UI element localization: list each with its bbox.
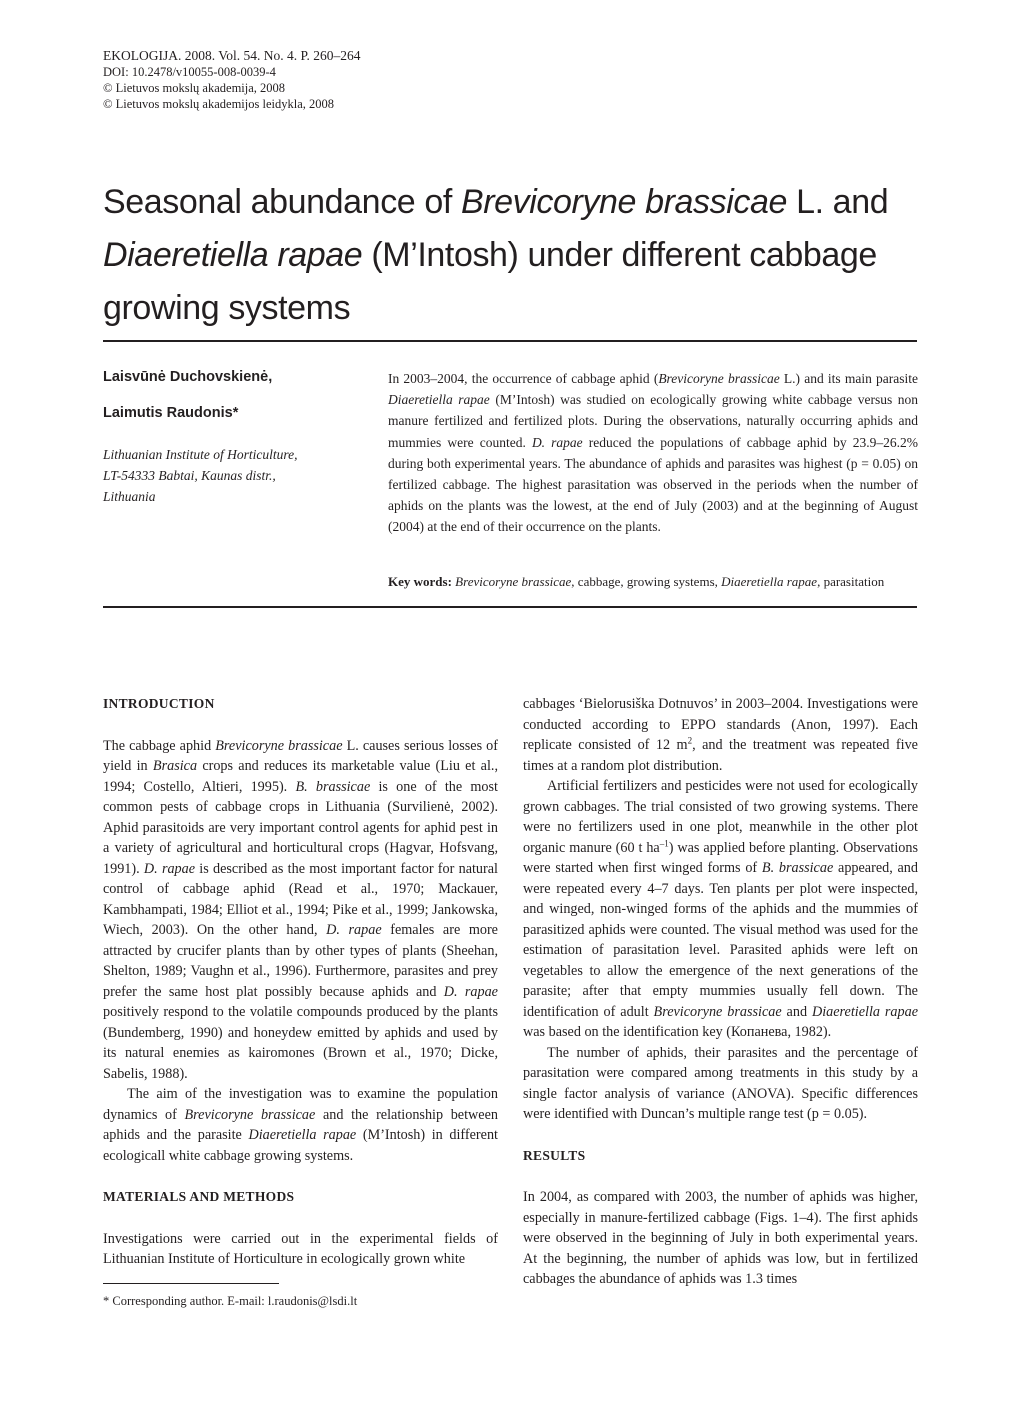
- right-column: [523, 694, 918, 1290]
- affiliation-line: Lithuanian Institute of Horticulture,: [103, 447, 298, 462]
- title-text: L. and: [787, 183, 889, 221]
- affiliation-line: Lithuania: [103, 489, 156, 504]
- body-text: The number of aphids, their parasites and the percentage of parasitation were compared among treatments in this study by a single factor analysis of variance (ANOVA). Specific differences were identified with Duncan’s multiple range test (p = 0.05).: [523, 1044, 918, 1122]
- author-name: Laisvūnė Duchovskienė,: [103, 369, 273, 385]
- abstract-text: L.) and its main parasite: [779, 371, 918, 386]
- body-text: In 2004, as compared with 2003, the number of aphids was higher, especially in manure-fertilized cabbage (Figs. 1–4). The first aphids were observed in the beginning of July in both experimental years. At the beginning, the number of aphids was low, but in fertilized cabbages the abundance of aphids was 1.3 times: [523, 1189, 918, 1287]
- species-name: Diaeretiella rapae: [248, 1127, 357, 1143]
- abstract-text: (M’Intosh) was studied on ecologically growing white cabbage versus non manure fertilized and fertilized plots. During the observations, naturally occurring aphids and mummies were counted.: [388, 392, 919, 450]
- section-heading-results: RESULTS: [523, 1147, 586, 1163]
- copyright-line: © Lietuvos mokslų akademijos leidykla, 2008: [103, 97, 334, 111]
- body-text: positively respond to the volatile compounds produced by the plants (Bundemberg, 1990) and honeydew emitted by aphids and used by its natural enemies as kairomones (Brown et al., 1970; Dicke, Sabelis, 1988).: [103, 1004, 498, 1082]
- body-text: is described as the most important factor for natural control of cabbage aphid (Read et al., 1970; Mackauer, Kambhampati, 1984; Elliot et al., 1994; Pike et al., 1999; Jankowska, Wiech, 2003). On the other hand,: [103, 860, 498, 938]
- species-name: B. brassicae: [295, 778, 371, 795]
- keyword: , parasitation: [817, 574, 885, 589]
- methods-paragraph: [523, 1043, 918, 1125]
- left-column: [103, 694, 498, 1270]
- superscript: –1: [659, 837, 669, 848]
- body-text: and: [781, 1003, 812, 1020]
- keywords: [388, 573, 918, 591]
- methods-paragraph: Investigations were carried out in the experimental fields of Lithuanian Institute of Horticulture in ecologically grown white: [103, 1230, 498, 1267]
- journal-header: [103, 48, 603, 112]
- body-text: crops and reduces its marketable value (Liu et al., 1994; Costello, Altieri, 1995).: [103, 758, 499, 795]
- copyright-line: © Lietuvos mokslų akademija, 2008: [103, 81, 286, 95]
- footnote-rule: [103, 1283, 279, 1284]
- abstract-text: reduced the populations of cabbage aphid by 23.9–26.2% during both experimental years. The abundance of aphids and parasites was highest (p = 0.05) on fertilized cabbage. The highest parasitation was observed in the periods when the number of aphids on the plants was the lowest, at the end of July (2003) and at the beginning of August (2004) at the end of their occurrence on the plants.: [388, 434, 918, 535]
- body-text: appeared, and were repeated every 4–7 days. Ten plants per plot were inspected, and winged, non-winged forms of the aphids and the mummies of parasitized aphids were counted. The visual method was used for the estimation of parasitation level. Parasited aphids were left on vegetables to allow the emergence of the next generations of the parasite; after that empty mummies usually fell down. The identification of adult: [523, 860, 918, 1020]
- section-heading-introduction: INTRODUCTION: [103, 696, 215, 711]
- title-species: Brevicoryne brassicae: [460, 183, 788, 221]
- superscript: 2: [687, 735, 693, 746]
- species-name: D. rapae: [143, 860, 196, 877]
- keyword: , cabbage, growing systems,: [571, 574, 722, 589]
- results-paragraph: [523, 1187, 918, 1290]
- affiliation: [103, 444, 353, 507]
- title-species: Diaeretiella rapae: [103, 236, 363, 274]
- abstract-text: In 2003–2004, the occurrence of cabbage aphid (: [388, 371, 659, 386]
- section-heading-methods: MATERIALS AND METHODS: [103, 1189, 295, 1204]
- keyword: Diaeretiella rapae: [721, 574, 818, 589]
- body-text: L. causes serious losses of yield in: [103, 737, 498, 774]
- species-name: Diaeretiella rapae: [811, 1003, 918, 1020]
- body-text: (M’Intosh) in different ecologicall white cabbage growing systems.: [103, 1127, 498, 1164]
- divider: [103, 340, 917, 342]
- title-text: (M’Intosh) under different cabbage growing systems: [103, 236, 877, 327]
- body-text: Artificial fertilizers and pesticides were not used for ecologically grown cabbages. The trial consisted of two growing systems. There were no fertilizers used in one plot, meanwhile in the other plot organic manure (60 t ha: [523, 778, 918, 856]
- species-name: Brasica: [152, 758, 198, 774]
- affiliation-line: LT-54333 Babtai, Kaunas distr.,: [103, 468, 276, 483]
- intro-paragraph: [103, 736, 498, 1085]
- abstract-species: D. rapae: [531, 434, 583, 450]
- species-name: Brevicoryne brassicae: [653, 1003, 782, 1020]
- article-title: [103, 176, 923, 335]
- abstract: [388, 368, 918, 538]
- body-text: cabbages ‘Bielorusiška Dotnuvos’ in 2003–2004. Investigations were conducted according to EPPO standards (Anon, 1997). Each replicate consisted of 12 m: [523, 696, 918, 753]
- body-text: ) was applied before planting. Observations were started when first winged forms of: [523, 839, 918, 876]
- keyword: Brevicoryne brassicae: [455, 574, 572, 589]
- intro-paragraph: [103, 1084, 498, 1166]
- body-text: and the relationship between aphids and the parasite: [103, 1106, 498, 1143]
- body-text: The cabbage aphid: [103, 737, 216, 754]
- divider: [103, 606, 917, 608]
- body-text: The aim of the investigation was to examine the population dynamics of: [103, 1086, 498, 1123]
- journal-citation: EKOLOGIJA. 2008. Vol. 54. No. 4. P. 260–264: [103, 48, 361, 63]
- species-name: B. brassicae: [761, 860, 834, 876]
- title-text: Seasonal abundance of: [103, 183, 461, 221]
- methods-paragraph: [523, 694, 918, 776]
- body-text: is one of the most common pests of cabbage crops in Lithuania (Survilienė, 2002). Aphid parasitoids are very important control agents for aphid pest in a variety of agricultural and horticultural crops (Hagvar, Hofsvang, 1991).: [103, 778, 498, 877]
- doi: DOI: 10.2478/v10055-008-0039-4: [103, 65, 276, 79]
- abstract-species: Brevicoryne brassicae: [658, 371, 780, 386]
- species-name: D. rapae: [443, 983, 498, 1000]
- body-text: , and the treatment was repeated five times at a random plot distribution.: [523, 737, 918, 774]
- footnote: * Corresponding author. E-mail: l.raudonis@lsdi.lt: [103, 1294, 358, 1308]
- keywords-label: Key words:: [388, 574, 456, 589]
- authors-block: [103, 368, 353, 507]
- abstract-species: Diaeretiella rapae: [388, 392, 490, 408]
- species-name: D. rapae: [326, 922, 382, 938]
- methods-paragraph: [523, 776, 918, 1043]
- species-name: Brevicoryne brassicae: [215, 737, 343, 754]
- author-name: Laimutis Raudonis*: [103, 405, 239, 421]
- body-text: was based on the identification key (Копанева, 1982).: [523, 1024, 832, 1040]
- species-name: Brevicoryne brassicae: [184, 1106, 316, 1123]
- body-text: females are more attracted by crucifer plants than by other types of plants (Sheehan, Shelton, 1989; Vaughn et al., 1996). Furthermore, parasites and prey prefer the same host plat possibly because aphids and: [103, 922, 498, 1000]
